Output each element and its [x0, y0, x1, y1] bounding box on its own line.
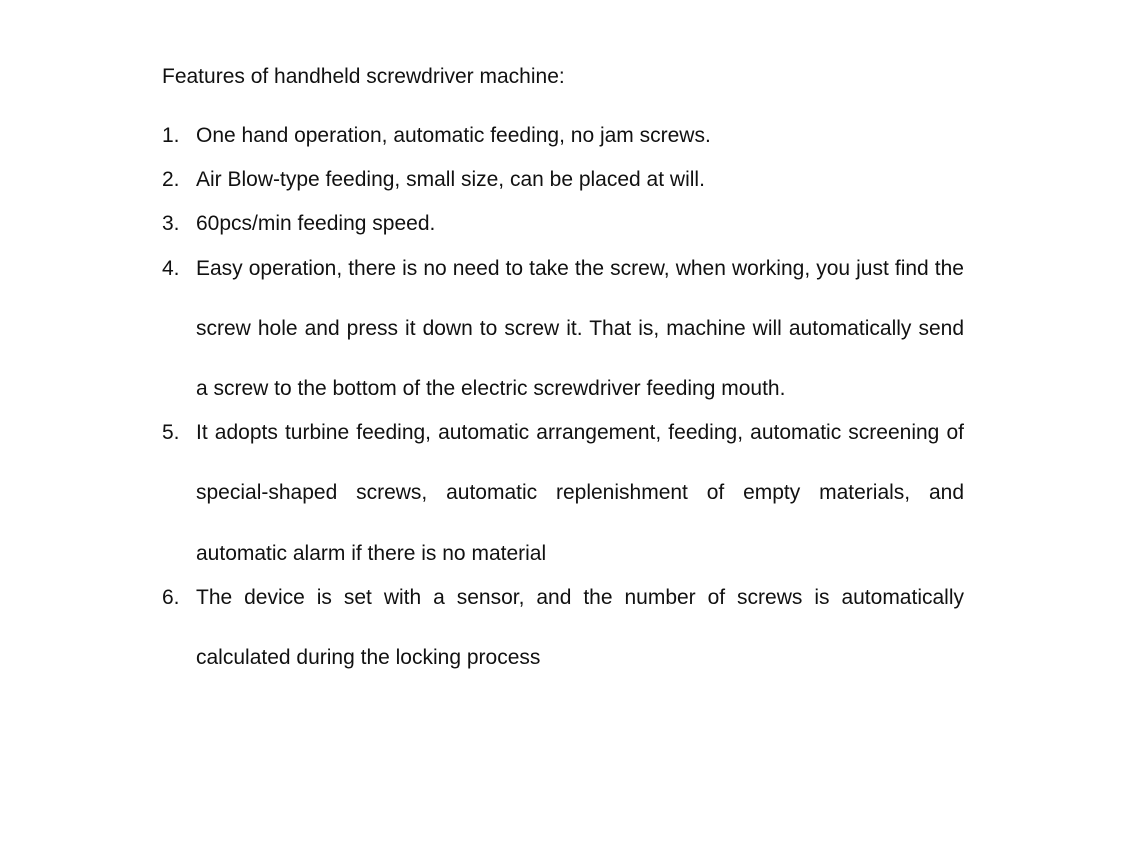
feature-text: It adopts turbine feeding, automatic arrangement, feeding, automatic screening of special-shaped screws, automatic replenishment of empty materials, and automatic alarm if there is no material: [196, 421, 964, 565]
document-heading: Features of handheld screwdriver machine:: [162, 65, 565, 88]
feature-text: Easy operation, there is no need to take the screw, when working, you just find the screw hole and press it down to screw it. That is, machine will automatically send a screw to the bottom of the electric screwdriver feeding mouth.: [196, 256, 964, 401]
feature-list: [162, 122, 964, 688]
feature-text: One hand operation, automatic feeding, no jam screws.: [196, 124, 711, 147]
feature-text: Air Blow-type feeding, small size, can be placed at will.: [196, 168, 705, 192]
feature-item-5: [162, 419, 964, 584]
feature-number: 1.: [162, 124, 180, 147]
feature-text: The device is set with a sensor, and the number of screws is automatically calculated during the locking process: [196, 585, 964, 670]
feature-number: 4.: [162, 256, 180, 280]
feature-number: 5.: [162, 421, 180, 445]
feature-text: 60pcs/min feeding speed.: [196, 212, 436, 236]
feature-number: 3.: [162, 212, 180, 236]
feature-number: 6.: [162, 585, 180, 609]
feature-item-6: [162, 584, 964, 688]
feature-number: 2.: [162, 168, 180, 192]
feature-item-4: [162, 255, 964, 420]
